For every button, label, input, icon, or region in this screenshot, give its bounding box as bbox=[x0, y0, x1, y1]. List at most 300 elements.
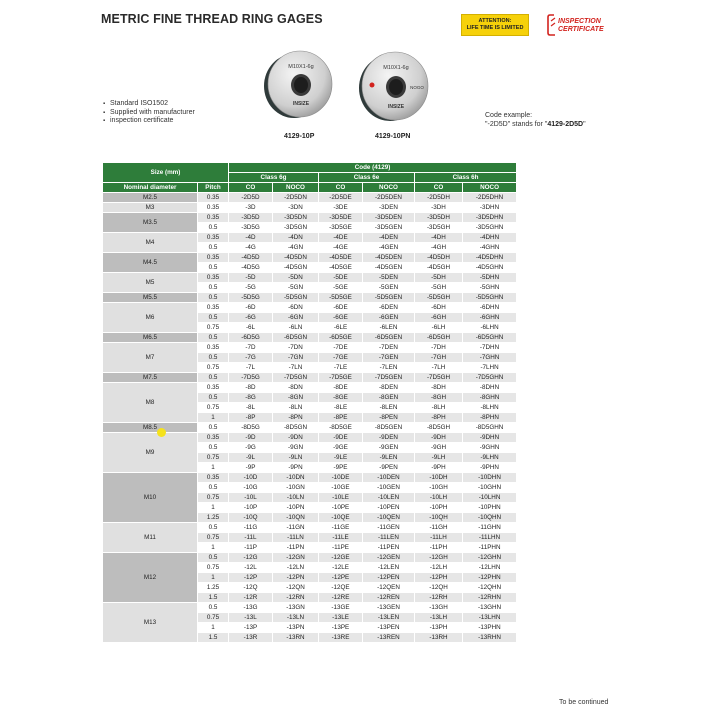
code-example-label: Code example: bbox=[485, 112, 533, 119]
pitch-cell: 0.35 bbox=[198, 473, 229, 483]
code-cell: -8L bbox=[229, 403, 273, 413]
code-cell: -13PE bbox=[319, 623, 363, 633]
badge-line-1: ATTENTION: bbox=[478, 18, 512, 24]
code-cell: -11LN bbox=[273, 533, 319, 543]
code-cell: -7D5G bbox=[229, 373, 273, 383]
code-cell: -5DN bbox=[273, 273, 319, 283]
code-header: Code (4129) bbox=[229, 163, 517, 173]
pitch-cell: 0.5 bbox=[198, 313, 229, 323]
nominal-diameter-cell: M6.5 bbox=[103, 333, 198, 343]
code-cell: -12LEN bbox=[363, 563, 415, 573]
code-cell: -6DHN bbox=[463, 303, 517, 313]
code-cell: -11G bbox=[229, 523, 273, 533]
nominal-diameter-cell: M3 bbox=[103, 203, 198, 213]
code-cell: -5GH bbox=[415, 283, 463, 293]
bullet-item-continued: ▪ inspection certificate bbox=[103, 117, 195, 126]
code-cell: -8LHN bbox=[463, 403, 517, 413]
nominal-diameter-cell: M8.5 bbox=[103, 423, 198, 433]
gauge-nogo-marking: M10X1-6g bbox=[383, 65, 409, 71]
code-cell: -8D5GE bbox=[319, 423, 363, 433]
code-cell: -10DE bbox=[319, 473, 363, 483]
pitch-cell: 0.35 bbox=[198, 383, 229, 393]
pitch-cell: 0.35 bbox=[198, 303, 229, 313]
code-cell: -11PN bbox=[273, 543, 319, 553]
code-cell: -10QN bbox=[273, 513, 319, 523]
code-cell: -5D5GN bbox=[273, 293, 319, 303]
code-cell: -10LEN bbox=[363, 493, 415, 503]
ring-gauge-go-image bbox=[262, 48, 334, 120]
badge-line-2: LIFE TIME IS LIMITED bbox=[466, 25, 524, 31]
code-cell: -13LHN bbox=[463, 613, 517, 623]
code-cell: -8LE bbox=[319, 403, 363, 413]
code-cell: -8GE bbox=[319, 393, 363, 403]
code-cell: -2D5DEN bbox=[363, 193, 415, 203]
code-cell: -6GE bbox=[319, 313, 363, 323]
co-header: CO bbox=[319, 183, 363, 193]
class-6g-header: Class 6g bbox=[229, 173, 319, 183]
code-cell: -12QE bbox=[319, 583, 363, 593]
code-cell: -7D5GH bbox=[415, 373, 463, 383]
code-cell: -13LH bbox=[415, 613, 463, 623]
code-cell: -4DE bbox=[319, 233, 363, 243]
bullet-item: ▪ Supplied with manufacturer bbox=[103, 109, 195, 118]
table-row bbox=[103, 373, 517, 383]
code-cell: -10PHN bbox=[463, 503, 517, 513]
code-cell: -5D5G bbox=[229, 293, 273, 303]
code-cell: -6G bbox=[229, 313, 273, 323]
code-cell: -4D5GH bbox=[415, 263, 463, 273]
code-cell: -13GH bbox=[415, 603, 463, 613]
code-cell: -5GHN bbox=[463, 283, 517, 293]
certificate-icon bbox=[546, 14, 558, 36]
code-cell: -7D5GEN bbox=[363, 373, 415, 383]
nogo-red-mark-icon bbox=[370, 83, 375, 88]
nominal-diameter-cell: M2.5 bbox=[103, 193, 198, 203]
code-cell: -7LE bbox=[319, 363, 363, 373]
code-cell: -3D5GE bbox=[319, 223, 363, 233]
code-cell: -12GH bbox=[415, 553, 463, 563]
table-row bbox=[103, 383, 517, 393]
pitch-cell: 0.5 bbox=[198, 523, 229, 533]
code-cell: -9PH bbox=[415, 463, 463, 473]
table-row bbox=[103, 473, 517, 483]
code-cell: -7D bbox=[229, 343, 273, 353]
code-cell: -6LEN bbox=[363, 323, 415, 333]
code-cell: -7DEN bbox=[363, 343, 415, 353]
code-cell: -10G bbox=[229, 483, 273, 493]
code-cell: -4D bbox=[229, 233, 273, 243]
code-cell: -8PN bbox=[273, 413, 319, 423]
code-cell: -8GN bbox=[273, 393, 319, 403]
nominal-diameter-cell: M12 bbox=[103, 553, 198, 603]
code-cell: -9GE bbox=[319, 443, 363, 453]
code-cell: -9LE bbox=[319, 453, 363, 463]
code-cell: -3D5GEN bbox=[363, 223, 415, 233]
code-cell: -12QEN bbox=[363, 583, 415, 593]
code-cell: -4GN bbox=[273, 243, 319, 253]
code-cell: -10PEN bbox=[363, 503, 415, 513]
code-cell: -13P bbox=[229, 623, 273, 633]
code-cell: -11PH bbox=[415, 543, 463, 553]
code-cell: -4DHN bbox=[463, 233, 517, 243]
code-cell: -4D5DE bbox=[319, 253, 363, 263]
code-cell: -13PHN bbox=[463, 623, 517, 633]
pitch-cell: 1 bbox=[198, 413, 229, 423]
code-cell: -7D5GE bbox=[319, 373, 363, 383]
table-row bbox=[103, 233, 517, 243]
pitch-cell: 0.35 bbox=[198, 203, 229, 213]
code-cell: -9GN bbox=[273, 443, 319, 453]
nominal-diameter-cell: M7.5 bbox=[103, 373, 198, 383]
code-cell: -4DN bbox=[273, 233, 319, 243]
code-cell: -11PHN bbox=[463, 543, 517, 553]
pitch-cell: 0.5 bbox=[198, 223, 229, 233]
code-cell: -7LEN bbox=[363, 363, 415, 373]
code-cell: -4D5D bbox=[229, 253, 273, 263]
code-cell: -8GHN bbox=[463, 393, 517, 403]
code-cell: -11LH bbox=[415, 533, 463, 543]
code-cell: -10QE bbox=[319, 513, 363, 523]
code-cell: -12RHN bbox=[463, 593, 517, 603]
code-cell: -6D5GEN bbox=[363, 333, 415, 343]
code-cell: -10GEN bbox=[363, 483, 415, 493]
nominal-diameter-cell: M7 bbox=[103, 343, 198, 373]
pitch-cell: 0.75 bbox=[198, 563, 229, 573]
code-cell: -9LHN bbox=[463, 453, 517, 463]
code-cell: -3D5DN bbox=[273, 213, 319, 223]
code-cell: -10GHN bbox=[463, 483, 517, 493]
pitch-cell: 0.5 bbox=[198, 353, 229, 363]
code-cell: -9D bbox=[229, 433, 273, 443]
code-cell: -6D5GE bbox=[319, 333, 363, 343]
code-cell: -6DE bbox=[319, 303, 363, 313]
pitch-cell: 1 bbox=[198, 543, 229, 553]
code-cell: -12R bbox=[229, 593, 273, 603]
pitch-cell: 0.35 bbox=[198, 233, 229, 243]
code-cell: -7LN bbox=[273, 363, 319, 373]
nominal-diameter-cell: M6 bbox=[103, 303, 198, 333]
code-cell: -13REN bbox=[363, 633, 415, 643]
code-cell: -12PH bbox=[415, 573, 463, 583]
code-cell: -6D5GHN bbox=[463, 333, 517, 343]
code-cell: -13R bbox=[229, 633, 273, 643]
pitch-cell: 1.25 bbox=[198, 513, 229, 523]
pitch-cell: 1.5 bbox=[198, 633, 229, 643]
co-header: CO bbox=[229, 183, 273, 193]
code-cell: -5D5GE bbox=[319, 293, 363, 303]
code-cell: -10LN bbox=[273, 493, 319, 503]
code-cell: -11GE bbox=[319, 523, 363, 533]
pitch-cell: 1.25 bbox=[198, 583, 229, 593]
code-cell: -13RH bbox=[415, 633, 463, 643]
code-cell: -3DN bbox=[273, 203, 319, 213]
pitch-cell: 0.75 bbox=[198, 323, 229, 333]
pitch-cell: 1 bbox=[198, 623, 229, 633]
ring-gauge-nogo-image bbox=[355, 48, 431, 124]
pitch-cell: 1.5 bbox=[198, 593, 229, 603]
code-cell: -8D5G bbox=[229, 423, 273, 433]
gauge-nogo-caption: 4129-10PN bbox=[375, 133, 411, 140]
code-cell: -12RH bbox=[415, 593, 463, 603]
code-cell: -6GN bbox=[273, 313, 319, 323]
code-cell: -11LEN bbox=[363, 533, 415, 543]
code-cell: -11GHN bbox=[463, 523, 517, 533]
code-cell: -12RE bbox=[319, 593, 363, 603]
pitch-cell: 0.35 bbox=[198, 343, 229, 353]
pitch-cell: 0.75 bbox=[198, 533, 229, 543]
code-cell: -4GE bbox=[319, 243, 363, 253]
code-cell: -9DHN bbox=[463, 433, 517, 443]
code-cell: -12PHN bbox=[463, 573, 517, 583]
nominal-diameter-cell: M4.5 bbox=[103, 253, 198, 273]
code-cell: -3D5DHN bbox=[463, 213, 517, 223]
pitch-header: Pitch bbox=[198, 183, 229, 193]
code-cell: -3DH bbox=[415, 203, 463, 213]
code-cell: -12PE bbox=[319, 573, 363, 583]
code-cell: -12QH bbox=[415, 583, 463, 593]
code-cell: -6LH bbox=[415, 323, 463, 333]
code-cell: -5G bbox=[229, 283, 273, 293]
noco-header: NOCO bbox=[363, 183, 415, 193]
code-cell: -12PN bbox=[273, 573, 319, 583]
code-cell: -10GH bbox=[415, 483, 463, 493]
code-cell: -2D5DN bbox=[273, 193, 319, 203]
code-cell: -10PN bbox=[273, 503, 319, 513]
code-cell: -13PEN bbox=[363, 623, 415, 633]
code-cell: -11LHN bbox=[463, 533, 517, 543]
code-cell: -3DHN bbox=[463, 203, 517, 213]
code-cell: -9GH bbox=[415, 443, 463, 453]
code-cell: -12LHN bbox=[463, 563, 517, 573]
code-cell: -8PEN bbox=[363, 413, 415, 423]
code-cell: -4D5GE bbox=[319, 263, 363, 273]
code-cell: -5GE bbox=[319, 283, 363, 293]
code-cell: -2D5DHN bbox=[463, 193, 517, 203]
pitch-cell: 0.35 bbox=[198, 253, 229, 263]
pitch-cell: 0.5 bbox=[198, 553, 229, 563]
pitch-cell: 0.5 bbox=[198, 443, 229, 453]
code-cell: -6LE bbox=[319, 323, 363, 333]
nominal-diameter-cell: M5 bbox=[103, 273, 198, 293]
table-row bbox=[103, 303, 517, 313]
pitch-cell: 0.75 bbox=[198, 363, 229, 373]
code-cell: -3D5GN bbox=[273, 223, 319, 233]
code-cell: -9PHN bbox=[463, 463, 517, 473]
code-cell: -3D5GHN bbox=[463, 223, 517, 233]
nominal-diameter-header: Nominal diameter bbox=[103, 183, 198, 193]
code-cell: -7L bbox=[229, 363, 273, 373]
code-cell: -5GEN bbox=[363, 283, 415, 293]
code-cell: -8G bbox=[229, 393, 273, 403]
code-cell: -11L bbox=[229, 533, 273, 543]
nominal-diameter-cell: M9 bbox=[103, 433, 198, 473]
code-cell: -10GN bbox=[273, 483, 319, 493]
code-cell: -10LE bbox=[319, 493, 363, 503]
code-cell: -12L bbox=[229, 563, 273, 573]
code-cell: -11PE bbox=[319, 543, 363, 553]
code-cell: -4D5GN bbox=[273, 263, 319, 273]
code-cell: -6D bbox=[229, 303, 273, 313]
pitch-cell: 0.35 bbox=[198, 433, 229, 443]
code-example bbox=[485, 112, 586, 129]
code-cell: -8PH bbox=[415, 413, 463, 423]
code-cell: -10QH bbox=[415, 513, 463, 523]
gauge-go-caption: 4129-10P bbox=[284, 133, 315, 140]
code-cell: -8LH bbox=[415, 403, 463, 413]
code-cell: -8PHN bbox=[463, 413, 517, 423]
code-cell: -8D5GHN bbox=[463, 423, 517, 433]
table-row bbox=[103, 553, 517, 563]
code-cell: -4D5DH bbox=[415, 253, 463, 263]
code-cell: -4DEN bbox=[363, 233, 415, 243]
code-cell: -12Q bbox=[229, 583, 273, 593]
code-cell: -4D5GEN bbox=[363, 263, 415, 273]
code-cell: -10D bbox=[229, 473, 273, 483]
code-cell: -6DH bbox=[415, 303, 463, 313]
code-cell: -2D5DH bbox=[415, 193, 463, 203]
code-cell: -9LH bbox=[415, 453, 463, 463]
pitch-cell: 0.5 bbox=[198, 423, 229, 433]
code-cell: -3D5DEN bbox=[363, 213, 415, 223]
nominal-diameter-cell: M4 bbox=[103, 233, 198, 253]
code-cell: -7GHN bbox=[463, 353, 517, 363]
code-cell: -13GN bbox=[273, 603, 319, 613]
code-cell: -5GN bbox=[273, 283, 319, 293]
code-cell: -11LE bbox=[319, 533, 363, 543]
code-cell: -13PH bbox=[415, 623, 463, 633]
gauge-go-marking: M10X1-6g bbox=[288, 64, 314, 70]
code-cell: -3D5G bbox=[229, 223, 273, 233]
code-cell: -5DH bbox=[415, 273, 463, 283]
code-cell: -3DE bbox=[319, 203, 363, 213]
code-cell: -13LEN bbox=[363, 613, 415, 623]
pitch-cell: 1 bbox=[198, 503, 229, 513]
code-cell: -11P bbox=[229, 543, 273, 553]
code-cell: -8DN bbox=[273, 383, 319, 393]
code-cell: -9PE bbox=[319, 463, 363, 473]
pitch-cell: 0.5 bbox=[198, 283, 229, 293]
code-cell: -7DN bbox=[273, 343, 319, 353]
pitch-cell: 0.75 bbox=[198, 613, 229, 623]
code-cell: -5D5GEN bbox=[363, 293, 415, 303]
pitch-cell: 0.35 bbox=[198, 273, 229, 283]
code-cell: -9GEN bbox=[363, 443, 415, 453]
code-cell: -12GE bbox=[319, 553, 363, 563]
attention-badge bbox=[461, 14, 529, 36]
code-cell: -7G bbox=[229, 353, 273, 363]
pitch-cell: 0.5 bbox=[198, 263, 229, 273]
gauge-nogo-brand: INSIZE bbox=[387, 104, 405, 110]
code-cell: -5D bbox=[229, 273, 273, 283]
code-cell: -10LH bbox=[415, 493, 463, 503]
code-cell: -9PN bbox=[273, 463, 319, 473]
nominal-diameter-cell: M5.5 bbox=[103, 293, 198, 303]
code-cell: -9DN bbox=[273, 433, 319, 443]
code-cell: -10DH bbox=[415, 473, 463, 483]
code-cell: -6D5GN bbox=[273, 333, 319, 343]
code-cell: -6L bbox=[229, 323, 273, 333]
code-cell: -6DEN bbox=[363, 303, 415, 313]
code-cell: -8DE bbox=[319, 383, 363, 393]
code-cell: -8DEN bbox=[363, 383, 415, 393]
highlight-marker-icon bbox=[157, 428, 166, 437]
code-cell: -5DE bbox=[319, 273, 363, 283]
code-cell: -10P bbox=[229, 503, 273, 513]
code-cell: -6LHN bbox=[463, 323, 517, 333]
code-cell: -13GEN bbox=[363, 603, 415, 613]
code-cell: -10LHN bbox=[463, 493, 517, 503]
code-cell: -9P bbox=[229, 463, 273, 473]
code-cell: -11GEN bbox=[363, 523, 415, 533]
code-cell: -9DEN bbox=[363, 433, 415, 443]
inspection-certificate-logo bbox=[546, 14, 626, 38]
code-cell: -3D5DE bbox=[319, 213, 363, 223]
code-cell: -6GEN bbox=[363, 313, 415, 323]
pitch-cell: 0.75 bbox=[198, 453, 229, 463]
nominal-diameter-cell: M3.5 bbox=[103, 213, 198, 233]
code-cell: -10PE bbox=[319, 503, 363, 513]
code-cell: -13RE bbox=[319, 633, 363, 643]
code-cell: -9LN bbox=[273, 453, 319, 463]
pitch-cell: 1 bbox=[198, 463, 229, 473]
noco-header: NOCO bbox=[273, 183, 319, 193]
feature-bullets bbox=[103, 100, 195, 126]
code-cell: -7D5GN bbox=[273, 373, 319, 383]
code-cell: -6GH bbox=[415, 313, 463, 323]
class-6h-header: Class 6h bbox=[415, 173, 517, 183]
code-cell: -4D5G bbox=[229, 263, 273, 273]
code-cell: -10Q bbox=[229, 513, 273, 523]
table-row bbox=[103, 603, 517, 613]
code-cell: -8GH bbox=[415, 393, 463, 403]
code-cell: -10PH bbox=[415, 503, 463, 513]
code-cell: -2D5D bbox=[229, 193, 273, 203]
code-cell: -6D5GH bbox=[415, 333, 463, 343]
code-cell: -7DE bbox=[319, 343, 363, 353]
co-header: CO bbox=[415, 183, 463, 193]
code-cell: -8D5GEN bbox=[363, 423, 415, 433]
code-cell: -10QEN bbox=[363, 513, 415, 523]
code-cell: -12PEN bbox=[363, 573, 415, 583]
inspection-line-2: CERTIFICATE bbox=[558, 26, 604, 33]
page-title: METRIC FINE THREAD RING GAGES bbox=[101, 12, 323, 26]
gage-code-table bbox=[102, 162, 517, 643]
pitch-cell: 0.5 bbox=[198, 373, 229, 383]
code-cell: -10DEN bbox=[363, 473, 415, 483]
code-cell: -7GN bbox=[273, 353, 319, 363]
code-cell: -10DHN bbox=[463, 473, 517, 483]
code-cell: -10L bbox=[229, 493, 273, 503]
code-cell: -9L bbox=[229, 453, 273, 463]
code-cell: -11GN bbox=[273, 523, 319, 533]
table-row bbox=[103, 293, 517, 303]
code-cell: -9GHN bbox=[463, 443, 517, 453]
code-cell: -8LN bbox=[273, 403, 319, 413]
code-cell: -3D5D bbox=[229, 213, 273, 223]
code-cell: -12QN bbox=[273, 583, 319, 593]
code-cell: -7GEN bbox=[363, 353, 415, 363]
pitch-cell: 0.5 bbox=[198, 293, 229, 303]
code-cell: -10GE bbox=[319, 483, 363, 493]
code-cell: -7GH bbox=[415, 353, 463, 363]
code-cell: -13RHN bbox=[463, 633, 517, 643]
table-row bbox=[103, 273, 517, 283]
code-cell: -4D5DHN bbox=[463, 253, 517, 263]
gauge-go-brand: INSIZE bbox=[292, 101, 310, 107]
pitch-cell: 0.5 bbox=[198, 243, 229, 253]
pitch-cell: 0.75 bbox=[198, 493, 229, 503]
pitch-cell: 0.5 bbox=[198, 393, 229, 403]
